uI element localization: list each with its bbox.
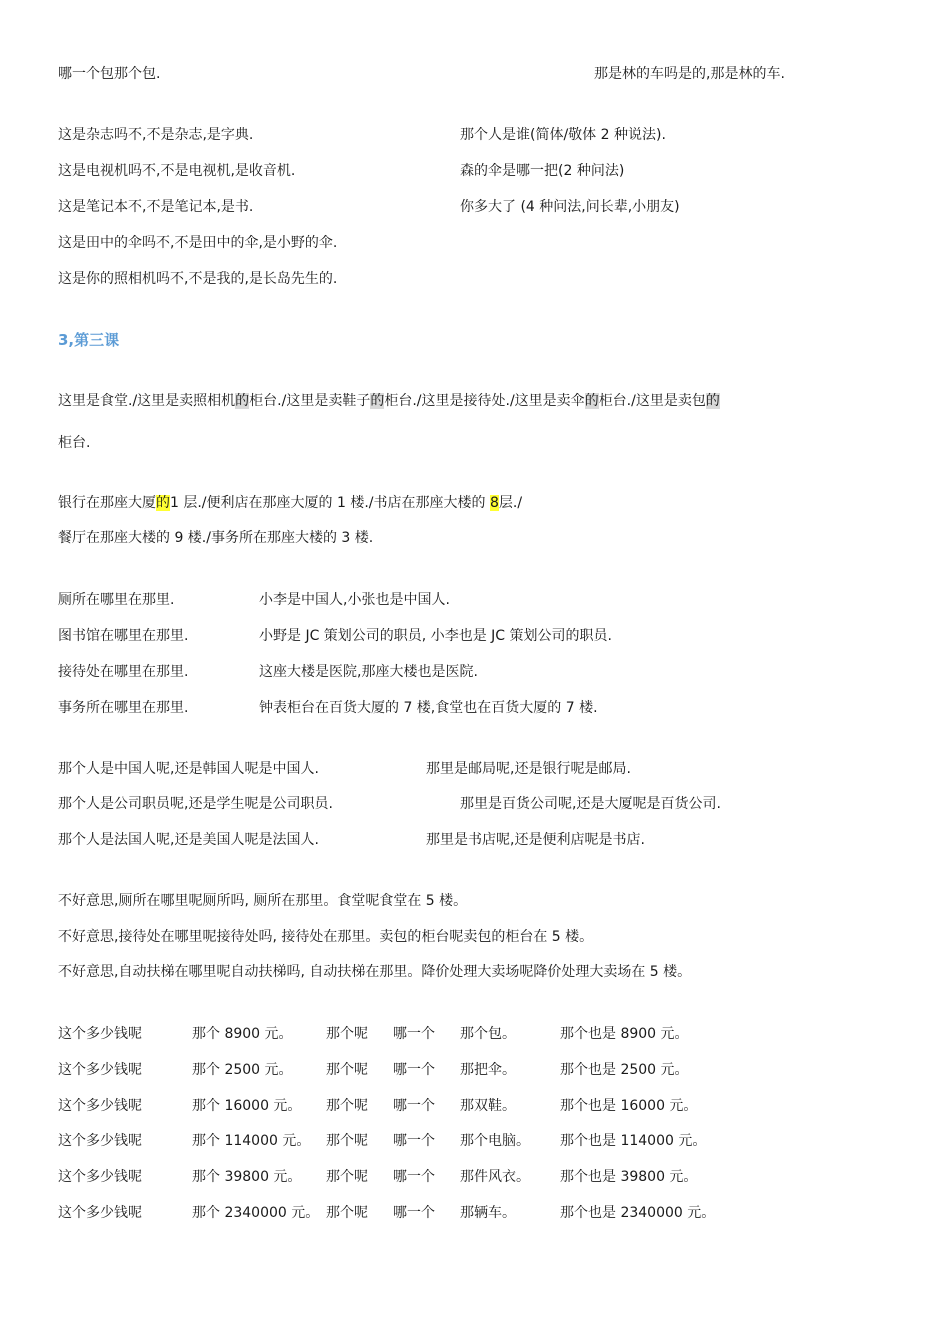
text-run: 柜台./这里是卖包 [598, 393, 706, 409]
price-cell: 哪一个 [393, 1098, 435, 1114]
price-cell: 哪一个 [393, 1133, 435, 1149]
text-run: 银行在那座大厦 [58, 495, 156, 511]
highlighted-text: 的 [156, 495, 170, 511]
price-cell: 那辆车。 [460, 1205, 516, 1221]
text-run: 这里是食堂./这里是卖照相机 [58, 393, 236, 409]
choice-sentence: 那个人是公司职员呢,还是学生呢是公司职员. [58, 796, 333, 812]
price-cell: 那个 16000 元。 [192, 1098, 302, 1114]
price-cell: 这个多少钱呢 [58, 1133, 142, 1149]
price-cell: 哪一个 [393, 1026, 435, 1042]
price-cell: 那个包。 [460, 1026, 516, 1042]
sentence-top-left: 哪一个包那个包. [58, 66, 161, 82]
price-cell: 哪一个 [393, 1062, 435, 1078]
highlighted-text: 的 [235, 393, 250, 409]
price-cell: 那个呢 [326, 1205, 368, 1221]
price-cell: 那个呢 [326, 1133, 368, 1149]
where-sentence: 事务所在哪里在那里. [58, 700, 189, 716]
paragraph-counters [58, 391, 720, 411]
price-cell: 这个多少钱呢 [58, 1205, 142, 1221]
sentence-left: 这是田中的伞吗不,不是田中的伞,是小野的伞. [58, 235, 338, 251]
price-cell: 那个也是 16000 元。 [560, 1098, 698, 1114]
price-cell: 那个 8900 元。 [192, 1026, 293, 1042]
text-run: 柜台./这里是接待处./这里是卖伞 [384, 393, 585, 409]
price-cell: 那个 39800 元。 [192, 1169, 302, 1185]
price-cell: 这个多少钱呢 [58, 1062, 142, 1078]
price-cell: 那个也是 2500 元。 [560, 1062, 689, 1078]
dialogue-line: 不好意思,自动扶梯在哪里呢自动扶梯吗, 自动扶梯在那里。降价处理大卖场呢降价处理大卖场在 5 楼。 [58, 964, 692, 980]
text-run: 1 层./便利店在那座大厦的 1 楼./书店在那座大楼的 [170, 495, 490, 511]
sentence-left: 这是笔记本不,不是笔记本,是书. [58, 199, 254, 215]
price-cell: 那个 114000 元。 [192, 1133, 311, 1149]
sentence-left: 这是你的照相机吗不,不是我的,是长岛先生的. [58, 271, 338, 287]
choice-sentence: 那里是邮局呢,还是银行呢是邮局. [426, 761, 631, 777]
price-cell: 这个多少钱呢 [58, 1169, 142, 1185]
price-cell: 那个 2340000 元。 [192, 1205, 320, 1221]
price-cell: 这个多少钱呢 [58, 1026, 142, 1042]
sentence-top-right: 那是林的车吗是的,那是林的车. [594, 66, 785, 82]
also-sentence: 这座大楼是医院,那座大楼也是医院. [259, 664, 478, 680]
text-run: 柜台./这里是卖鞋子 [249, 393, 371, 409]
text-run: 层./ [498, 495, 523, 511]
dialogue-line: 不好意思,厕所在哪里呢厕所吗, 厕所在那里。食堂呢食堂在 5 楼。 [58, 893, 468, 909]
highlighted-text: 8 [489, 495, 499, 511]
where-sentence: 图书馆在哪里在那里. [58, 628, 189, 644]
dialogue-line: 不好意思,接待处在哪里呢接待处吗, 接待处在那里。卖包的柜台呢卖包的柜台在 5 楼。 [58, 929, 594, 945]
lesson-heading: 3,第三课 [58, 331, 120, 349]
where-sentence: 厕所在哪里在那里. [58, 592, 175, 608]
paragraph-counters-cont: 柜台. [58, 435, 91, 451]
choice-sentence: 那个人是中国人呢,还是韩国人呢是中国人. [58, 761, 319, 777]
highlighted-text: 的 [370, 393, 385, 409]
price-cell: 那个也是 8900 元。 [560, 1026, 689, 1042]
also-sentence: 小野是 JC 策划公司的职员, 小李也是 JC 策划公司的职员. [259, 628, 612, 644]
highlighted-text: 的 [705, 393, 720, 409]
price-cell: 那个呢 [326, 1062, 368, 1078]
price-cell: 那个呢 [326, 1098, 368, 1114]
price-cell: 那个也是 2340000 元。 [560, 1205, 716, 1221]
also-sentence: 小李是中国人,小张也是中国人. [259, 592, 450, 608]
sentence-left: 这是杂志吗不,不是杂志,是字典. [58, 127, 254, 143]
price-cell: 那个电脑。 [460, 1133, 530, 1149]
choice-sentence: 那个人是法国人呢,还是美国人呢是法国人. [58, 832, 319, 848]
where-sentence: 接待处在哪里在那里. [58, 664, 189, 680]
price-cell: 那个 2500 元。 [192, 1062, 293, 1078]
price-cell: 那个也是 39800 元。 [560, 1169, 698, 1185]
exercise-right: 森的伞是哪一把(2 种问法) [460, 163, 625, 179]
paragraph-floors-cont: 餐厅在那座大楼的 9 楼./事务所在那座大楼的 3 楼. [58, 530, 374, 546]
price-cell: 那把伞。 [460, 1062, 516, 1078]
price-cell: 那个也是 114000 元。 [560, 1133, 707, 1149]
highlighted-text: 的 [584, 393, 599, 409]
choice-sentence: 那里是百货公司呢,还是大厦呢是百货公司. [460, 796, 721, 812]
price-cell: 那双鞋。 [460, 1098, 516, 1114]
price-cell: 那个呢 [326, 1169, 368, 1185]
price-cell: 哪一个 [393, 1205, 435, 1221]
also-sentence: 钟表柜台在百货大厦的 7 楼,食堂也在百货大厦的 7 楼. [259, 700, 598, 716]
choice-sentence: 那里是书店呢,还是便利店呢是书店. [426, 832, 645, 848]
sentence-left: 这是电视机吗不,不是电视机,是收音机. [58, 163, 296, 179]
price-cell: 这个多少钱呢 [58, 1098, 142, 1114]
paragraph-floors [58, 493, 522, 513]
price-cell: 那件风衣。 [460, 1169, 530, 1185]
exercise-right: 你多大了 (4 种问法,问长辈,小朋友) [460, 199, 680, 215]
price-cell: 那个呢 [326, 1026, 368, 1042]
exercise-right: 那个人是谁(简体/敬体 2 种说法). [460, 127, 666, 143]
price-cell: 哪一个 [393, 1169, 435, 1185]
